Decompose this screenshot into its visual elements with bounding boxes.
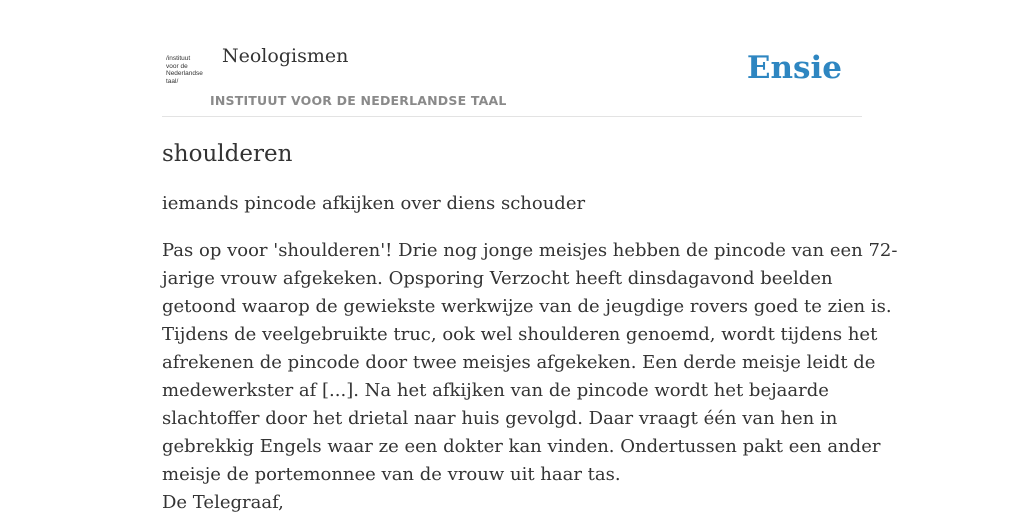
logo-line: voor de: [166, 62, 188, 70]
example-line: slachtoffer door het drietal naar huis gevolgd. Daar vraagt één van hen in: [162, 408, 838, 429]
institute-logo[interactable]: [166, 55, 210, 89]
logo-line: /instituut: [166, 55, 191, 62]
example-line: medewerkster af [...]. Na het afkijken van de pincode wordt het bejaarde: [162, 380, 829, 401]
site-title: Neologismen: [222, 45, 349, 67]
entry-definition: iemands pincode afkijken over diens schouder: [162, 193, 586, 214]
example-line: Pas op voor 'shoulderen'! Drie nog jonge meisjes hebben de pincode van een 72-: [162, 240, 898, 261]
entry-content: [162, 138, 898, 512]
entry-term: shoulderen: [162, 141, 293, 167]
example-line: meisje de portemonnee van de vrouw uit haar tas.: [162, 464, 621, 485]
ensie-brand-link[interactable]: Ensie: [746, 50, 842, 86]
entry-source: De Telegraaf,: [162, 492, 284, 512]
example-line: afrekenen de pincode door twee meisjes afgekeken. Een derde meisje leidt de: [162, 352, 876, 373]
site-header: [162, 0, 862, 117]
example-line: jarige vrouw afgekeken. Opsporing Verzocht heeft dinsdagavond beelden: [162, 268, 833, 289]
example-line: getoond waarop de gewiekste werkwijze van de jeugdige rovers goed te zien is.: [162, 296, 892, 317]
entry-example: [162, 237, 898, 489]
logo-line: taal/: [166, 77, 179, 85]
logo-line: Nederlandse: [166, 70, 203, 77]
example-line: gebrekkig Engels waar ze een dokter kan vinden. Ondertussen pakt een ander: [162, 436, 881, 457]
example-line: Tijdens de veelgebruikte truc, ook wel shoulderen genoemd, wordt tijdens het: [162, 324, 878, 345]
institute-name: INSTITUUT VOOR DE NEDERLANDSE TAAL: [210, 93, 507, 108]
